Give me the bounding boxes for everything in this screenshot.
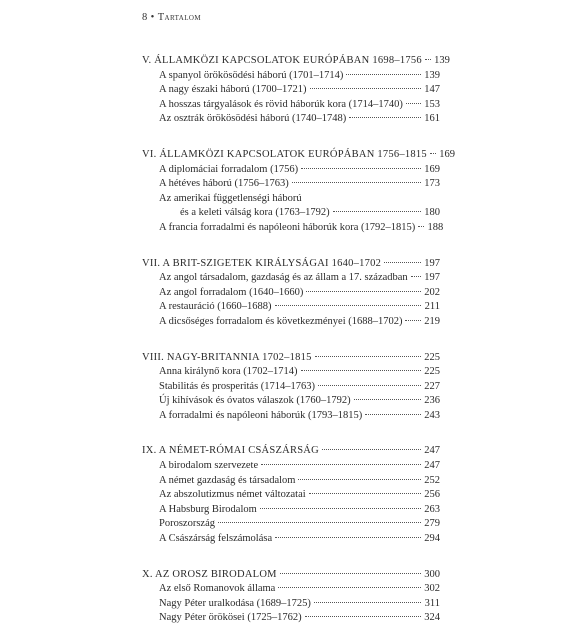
toc-entry-page: 263 xyxy=(424,503,440,515)
toc-entry xyxy=(142,315,440,330)
dot-leader xyxy=(425,59,431,60)
toc-entry xyxy=(142,163,440,178)
toc-entry-continuation-page: 180 xyxy=(424,207,440,219)
dot-leader xyxy=(365,414,421,415)
toc-entry xyxy=(142,69,440,84)
dot-leader xyxy=(306,291,421,292)
toc-entry-page: 211 xyxy=(424,301,440,313)
toc-entry-text: Nagy Péter örökösei (1725–1762) xyxy=(159,612,302,624)
dot-leader xyxy=(418,226,424,227)
toc-entry-continuation xyxy=(142,206,440,221)
dot-leader xyxy=(315,356,421,357)
toc-entry-page: 236 xyxy=(424,395,440,407)
toc-entry-page: 252 xyxy=(424,474,440,486)
toc-entry xyxy=(142,192,440,207)
toc-entry xyxy=(142,517,440,532)
dot-leader xyxy=(218,522,421,523)
toc-entry-page: 225 xyxy=(424,366,440,378)
toc-entry xyxy=(142,474,440,489)
toc-entry xyxy=(142,380,440,395)
dot-leader xyxy=(298,479,421,480)
dot-leader xyxy=(305,616,421,617)
toc-section xyxy=(142,444,440,546)
toc-entry-text: A forradalmi és napóleoni háborúk (1793–1815) xyxy=(159,409,363,421)
chapter-heading xyxy=(142,444,440,459)
dot-leader xyxy=(292,182,421,183)
dot-leader xyxy=(354,399,421,400)
toc-entry xyxy=(142,300,440,315)
dot-leader xyxy=(349,117,421,118)
toc-entry-page: 139 xyxy=(424,69,440,81)
toc-entry xyxy=(142,271,440,286)
toc-entry-page: 161 xyxy=(424,113,440,125)
toc-section xyxy=(142,257,440,330)
chapter-heading xyxy=(142,54,450,69)
toc-entry-page: 294 xyxy=(424,533,440,545)
toc-entry-page: 324 xyxy=(424,612,440,624)
toc-entry xyxy=(142,532,440,547)
chapter-heading xyxy=(142,351,440,366)
toc-entry-text: Új kihívások és óvatos válaszok (1760–1792) xyxy=(159,395,351,407)
dot-leader xyxy=(309,493,421,494)
toc-entry-text: Az angol forradalom (1640–1660) xyxy=(159,286,304,298)
toc-entry-text: A német gazdaság és társadalom xyxy=(159,474,296,486)
page-number: 8 xyxy=(142,12,148,23)
chapter-heading-page: 300 xyxy=(424,568,440,580)
toc-entry-page: 169 xyxy=(424,163,440,175)
toc-entry xyxy=(142,394,440,409)
toc-entry-text: A Habsburg Birodalom xyxy=(159,503,257,515)
chapter-heading-page: 225 xyxy=(424,351,440,363)
toc-entry-page: 247 xyxy=(424,460,440,472)
toc-entry xyxy=(142,112,440,127)
toc-entry-text: A francia forradalmi és napóleoni háborúk kora (1792–1815) xyxy=(159,221,416,233)
toc-entry-page: 219 xyxy=(424,315,440,327)
dot-leader xyxy=(278,587,421,588)
toc-entry xyxy=(142,221,444,236)
chapter-heading-page: 139 xyxy=(434,55,450,66)
dot-leader xyxy=(310,88,421,89)
chapter-heading xyxy=(142,148,455,163)
toc-entry-text: Anna királynő kora (1702–1714) xyxy=(159,366,298,378)
toc-entry-text: Stabilitás és prosperitás (1714–1763) xyxy=(159,380,316,392)
chapter-heading-page: 169 xyxy=(439,148,455,160)
chapter-heading xyxy=(142,257,440,272)
toc-entry xyxy=(142,365,440,380)
toc-entry xyxy=(142,597,440,612)
toc-entry-page: 147 xyxy=(424,84,440,96)
toc-entry xyxy=(142,503,440,518)
toc-entry xyxy=(142,177,440,192)
toc-entry xyxy=(142,488,440,503)
chapter-heading-text: V. ÁLLAMKÖZI KAPCSOLATOK EURÓPÁBAN 1698–1756 xyxy=(142,55,422,66)
toc-entry-text: Az első Romanovok állama xyxy=(159,583,276,595)
toc-entry-text: A hétéves háború (1756–1763) xyxy=(159,178,289,190)
toc-entry-text: Az osztrák örökösödési háború (1740–1748) xyxy=(159,113,347,125)
dot-leader xyxy=(384,262,421,263)
dot-leader xyxy=(275,537,421,538)
toc-entry-page: 302 xyxy=(424,583,440,595)
toc-entry xyxy=(142,286,440,301)
chapter-heading-text: VII. A BRIT-SZIGETEK KIRÁLYSÁGAI 1640–1702 xyxy=(142,257,382,269)
running-head-title: Tartalom xyxy=(157,12,201,23)
dot-leader xyxy=(275,305,421,306)
toc-entry-page: 202 xyxy=(424,286,440,298)
dot-leader xyxy=(301,370,421,371)
toc-entry-text: A birodalom szervezete xyxy=(159,460,259,472)
toc-section xyxy=(142,351,440,424)
toc-entry-page: 279 xyxy=(424,518,440,530)
toc-entry-text: A diplomáciai forradalom (1756) xyxy=(159,163,299,175)
toc-entry-text: A spanyol örökösödési háború (1701–1714) xyxy=(159,69,344,81)
toc-entry-text: A restauráció (1660–1688) xyxy=(159,301,272,313)
dot-leader xyxy=(406,103,421,104)
toc-entry-text: Az angol társadalom, gazdaság és az állam a 17. században xyxy=(159,272,408,284)
chapter-heading-page: 197 xyxy=(424,257,440,269)
dot-leader xyxy=(411,276,421,277)
table-of-contents xyxy=(142,54,455,626)
toc-entry xyxy=(142,582,440,597)
toc-entry-text: Nagy Péter uralkodása (1689–1725) xyxy=(159,597,311,609)
toc-entry xyxy=(142,83,440,98)
toc-entry-page: 173 xyxy=(424,178,440,190)
dot-leader xyxy=(280,573,421,574)
dot-leader xyxy=(318,385,421,386)
running-head-separator: • xyxy=(150,12,155,23)
toc-entry-text: A nagy északi háború (1700–1721) xyxy=(159,84,307,96)
dot-leader xyxy=(261,464,421,465)
toc-entry-page: 256 xyxy=(424,489,440,501)
toc-entry xyxy=(142,409,440,424)
toc-entry-text: Az abszolutizmus német változatai xyxy=(159,489,306,501)
chapter-heading-text: IX. A NÉMET-RÓMAI CSÁSZÁRSÁG xyxy=(142,445,319,457)
toc-entry-page: 227 xyxy=(424,380,440,392)
toc-entry-page: 311 xyxy=(424,597,440,609)
toc-entry-text: A dicsőséges forradalom és következményei (1688–1702) xyxy=(159,315,403,327)
toc-entry-text: Poroszország xyxy=(159,518,215,530)
dot-leader xyxy=(314,602,421,603)
dot-leader xyxy=(322,449,421,450)
toc-entry xyxy=(142,98,440,113)
toc-entry-page: 243 xyxy=(424,409,440,421)
toc-entry-continuation-text: és a keleti válság kora (1763–1792) xyxy=(180,207,330,219)
dot-leader xyxy=(405,320,421,321)
toc-section xyxy=(142,54,450,127)
chapter-heading-text: X. AZ OROSZ BIRODALOM xyxy=(142,568,277,580)
toc-entry-page: 197 xyxy=(424,272,440,284)
dot-leader xyxy=(333,211,421,212)
toc-entry xyxy=(142,611,440,626)
toc-section xyxy=(142,568,440,626)
dot-leader xyxy=(260,508,421,509)
dot-leader xyxy=(301,168,421,169)
toc-entry-page: 153 xyxy=(424,98,440,110)
chapter-heading-text: VIII. NAGY-BRITANNIA 1702–1815 xyxy=(142,351,312,363)
dot-leader xyxy=(346,74,421,75)
toc-entry-text: Az amerikai függetlenségi háború xyxy=(159,192,302,204)
toc-entry-text: A Császárság felszámolása xyxy=(159,533,273,545)
toc-entry-text: A hosszas tárgyalások és rövid háborúk kora (1714–1740) xyxy=(159,98,403,110)
running-head xyxy=(142,12,201,23)
dot-leader xyxy=(430,153,436,154)
toc-entry xyxy=(142,459,440,474)
chapter-heading-page: 247 xyxy=(424,445,440,457)
toc-section xyxy=(142,148,455,236)
chapter-heading-text: VI. ÁLLAMKÖZI KAPCSOLATOK EURÓPÁBAN 1756–1815 xyxy=(142,148,427,160)
toc-entry-page: 188 xyxy=(427,221,444,233)
